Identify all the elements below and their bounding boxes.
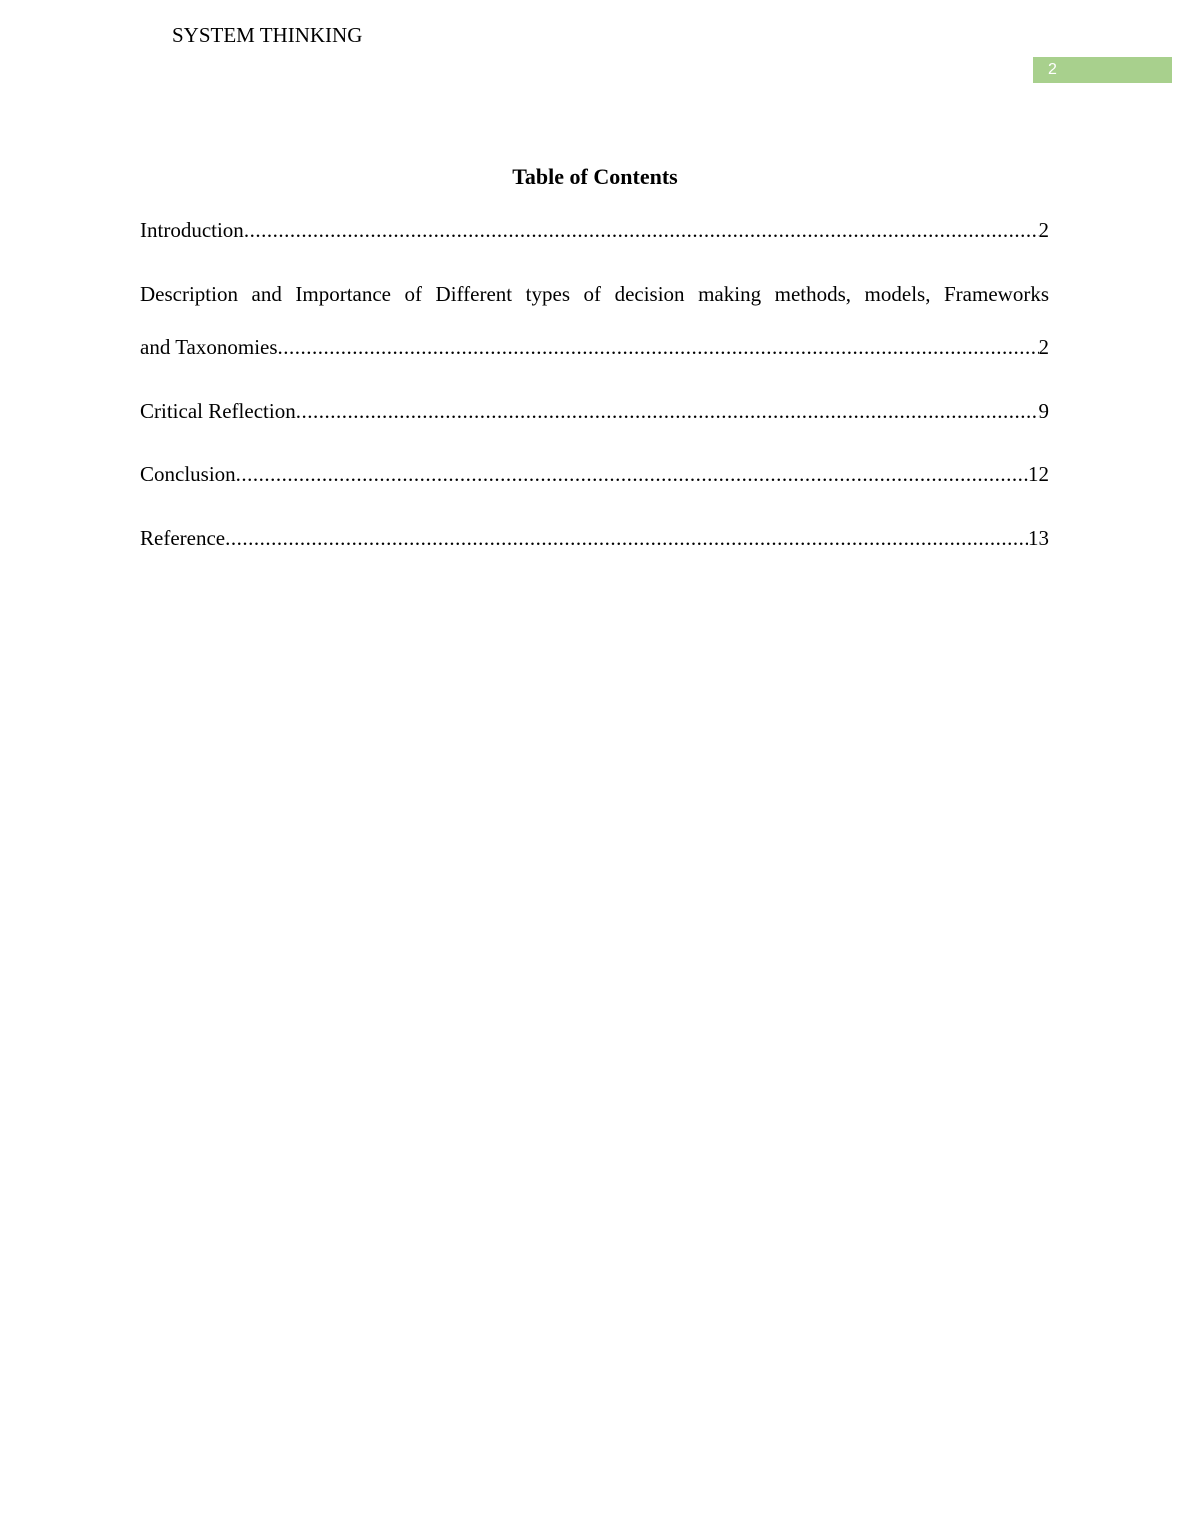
running-head: SYSTEM THINKING — [172, 23, 363, 47]
toc-entry-page: 2 — [1038, 218, 1049, 242]
toc-dot-leader — [278, 332, 1039, 362]
page-number-badge — [1033, 57, 1172, 83]
toc-dot-leader — [236, 459, 1028, 489]
toc-entry-label-line1: Description and Importance of Different types of decision making methods, models, Frameworks — [140, 282, 1049, 306]
toc-entry-reference[interactable] — [140, 523, 1049, 553]
toc-entry-label: Reference — [140, 526, 226, 550]
toc-entry-page: 13 — [1028, 526, 1049, 550]
toc-entry-page: 2 — [1038, 335, 1049, 359]
toc-dot-leader — [244, 215, 1039, 245]
toc-dot-leader — [225, 523, 1028, 553]
toc-dot-leader — [296, 396, 1039, 426]
toc-entry-critical-reflection[interactable] — [140, 396, 1049, 426]
toc-entry-label: Conclusion — [140, 462, 236, 486]
toc-entry-label: Introduction — [140, 218, 244, 242]
toc-entry-description[interactable] — [140, 279, 1049, 362]
toc-entry-introduction[interactable] — [140, 215, 1049, 245]
toc-entry-conclusion[interactable] — [140, 459, 1049, 489]
page-number: 2 — [1048, 61, 1057, 78]
toc-entry-label: Critical Reflection — [140, 399, 296, 423]
toc-entry-page: 9 — [1038, 399, 1049, 423]
toc-title: Table of Contents — [512, 164, 678, 189]
toc-entry-page: 12 — [1028, 462, 1049, 486]
toc-entry-label: and Taxonomies — [140, 335, 278, 359]
